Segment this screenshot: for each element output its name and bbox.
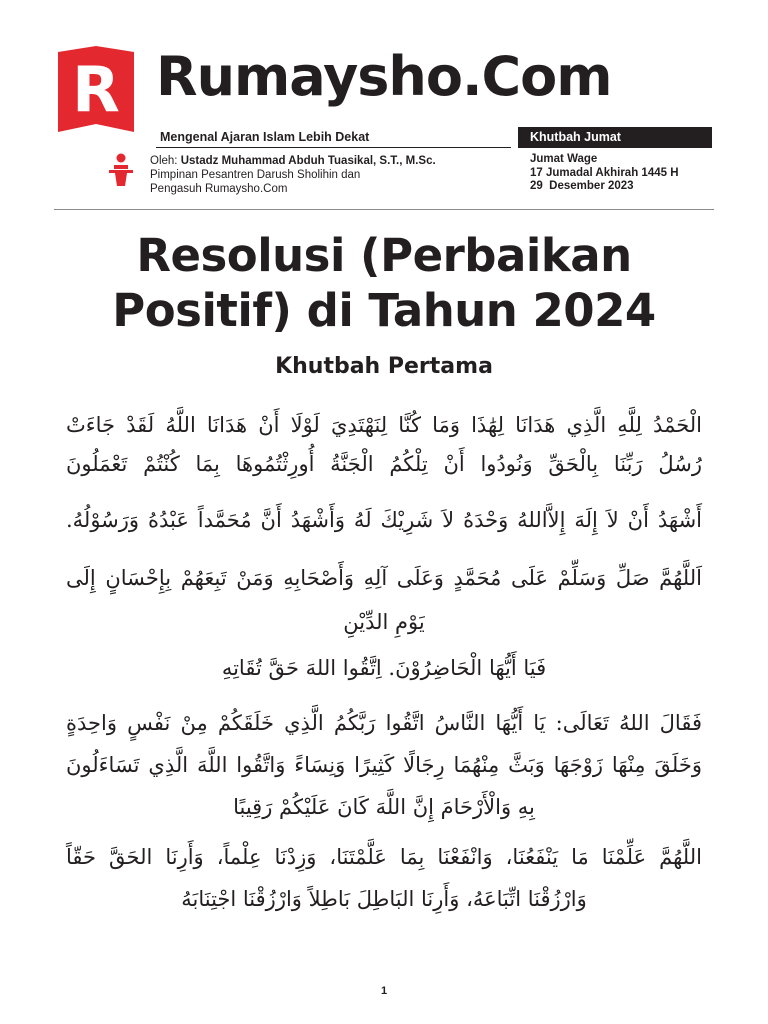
author-role-2: Pengasuh Rumaysho.Com	[150, 183, 288, 196]
speaker-podium-icon	[106, 153, 136, 187]
date-day: Jumat Wage	[530, 153, 598, 165]
hamdalah-line-1: الْحَمْدُ لِلَّهِ الَّذِي هَدَانَا لِهَٰذَا وَمَا كُنَّا لِنَهْتَدِيَ لَوْلَا أَنْ هَدَانَا اللَّهُ لَقَدْ جَاءَتْ	[66, 413, 702, 437]
author-role-1: Pimpinan Pesantren Darush Sholihin dan	[150, 169, 361, 182]
author-name: Ustadz Muhammad Abduh Tuasikal, S.T., M.Sc.	[180, 155, 436, 167]
author-block	[150, 154, 510, 197]
date-gregorian: 29 Desember 2023	[530, 180, 634, 193]
brand-name: Rumaysho.Com	[156, 45, 612, 108]
page-number: 1	[380, 985, 388, 997]
ayat-paragraph	[66, 702, 702, 828]
ayat-line-2: وَخَلَقَ مِنْهَا زَوْجَهَا وَبَثَّ مِنْهُمَا رِجَالًا كَثِيرًا وَنِسَاءً وَاتَّقُوا اللَّهَ الَّذِي تَسَاءَلُونَ	[66, 753, 702, 777]
header-divider	[54, 209, 714, 210]
doa-line-2: وَارْزُقْنَا اتِّبَاعَهُ، وَأَرِنَا البَاطِلَ بَاطِلاً وَارْزُقْنَا اجْتِنَابَهُ	[181, 887, 587, 911]
title-line-2: Positif) di Tahun 2024	[112, 284, 656, 337]
syahadat-paragraph	[66, 500, 702, 540]
doa-paragraph	[66, 836, 702, 920]
hamdalah-paragraph	[66, 406, 702, 484]
author-prefix: Oleh:	[150, 155, 178, 167]
hamdalah-line-2: رُسُلُ رَبِّنَا بِالْحَقِّ وَنُودُوا أَنْ تِلْكُمُ الْجَنَّةُ أُورِثْتُمُوهَا بِمَا كُنْتُمْ تَعْمَلُونَ	[66, 452, 702, 476]
date-block	[530, 153, 730, 194]
ayat-line-3: بِهِ وَالْأَرْحَامَ إِنَّ اللَّهَ كَانَ عَلَيْكُمْ رَقِيبًا	[233, 795, 535, 819]
shalawat-paragraph	[66, 556, 702, 644]
tagline: Mengenal Ajaran Islam Lebih Dekat	[160, 130, 370, 144]
shalawat-line-2: يَوْمِ الدِّيْنِ	[343, 610, 425, 634]
shalawat-line-1: اَللَّهُمَّ صَلِّ وَسَلِّمْ عَلَى مُحَمَّدٍ وَعَلَى آلِهِ وَأَصْحَابِهِ وَمَنْ تَبِعَهُمْ بِإِحْسَانٍ إِلَى	[66, 566, 702, 590]
ayat-line-1: فَقَالَ اللهُ تَعَالَى: يَا أَيُّهَا النَّاسُ اتَّقُوا رَبَّكُمُ الَّذِي خَلَقَكُمْ مِنْ نَفْسٍ وَاحِدَةٍ	[66, 711, 702, 735]
author-line	[150, 154, 510, 168]
article-title	[40, 228, 728, 338]
wasiat-paragraph	[66, 648, 702, 688]
date-hijri: 17 Jumadal Akhirah 1445 H	[530, 166, 679, 179]
doa-line-1: اللَّهُمَّ عَلِّمْنَا مَا يَنْفَعُنَا، وَانْفَعْنَا بِمَا عَلَّمْتَنَا، وَزِدْنَا عِلْماً، وَأَرِنَا الحَقَّ حَقّاً	[66, 845, 702, 869]
section-heading: Khutbah Pertama	[275, 354, 493, 379]
wasiat-line: فَيَا أَيُّهَا الْحَاضِرُوْنَ. اِتَّقُوا اللهَ حَقَّ تُقَاتِهِ	[221, 656, 547, 680]
logo-letter: R	[72, 53, 120, 126]
rumaysho-logo-icon	[54, 44, 138, 134]
masthead-divider	[156, 147, 511, 148]
title-line-1: Resolusi (Perbaikan	[136, 229, 632, 282]
syahadat-line: أَشْهَدُ أَنْ لاَ إِلَهَ إِلاَّاللهُ وَحْدَهُ لاَ شَرِيْكَ لَهُ وَأَشْهَدُ أَنَّ مُحَمَّداً عَبْدُهُ وَرَسُوْلُهُ.	[66, 508, 702, 532]
rubric-badge: Khutbah Jumat	[518, 127, 712, 148]
